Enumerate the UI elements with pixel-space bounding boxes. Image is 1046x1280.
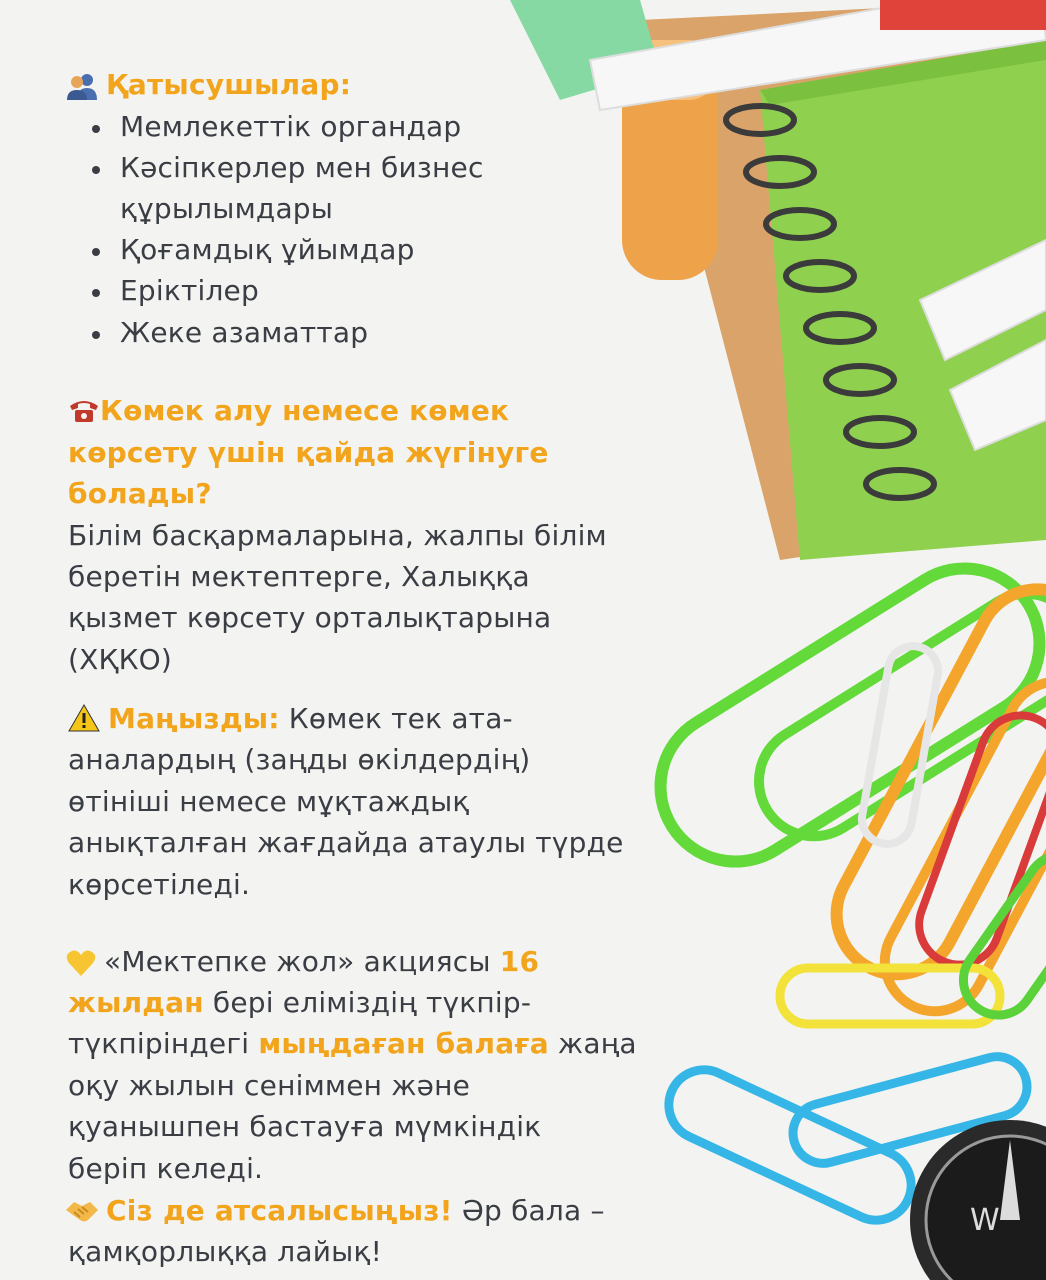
help-body-line: (ХҚКО) — [68, 643, 173, 676]
campaign-years-word: жылдан — [68, 986, 204, 1019]
cta-text: Әр бала – — [452, 1194, 605, 1227]
participant-item: Кәсіпкерлер мен бизнес — [120, 151, 484, 184]
participants-heading: Қатысушылар: — [106, 68, 352, 101]
campaign-years-number: 16 — [499, 945, 540, 978]
campaign-children-highlight: мыңдаған балаға — [258, 1027, 549, 1060]
bullet — [92, 166, 100, 174]
campaign-text: түкпіріндегі — [68, 1027, 259, 1060]
campaign-line: қуанышпен бастауға мүмкіндік — [68, 1110, 542, 1143]
handshake-icon — [64, 1198, 100, 1224]
svg-text:W: W — [970, 1203, 1000, 1238]
help-heading-line: Көмек алу немесе көмек — [100, 394, 510, 427]
participant-item-continued: құрылымдары — [120, 192, 334, 225]
cta-line-2: қамқорлыққа лайық! — [68, 1235, 382, 1268]
bullet — [92, 248, 100, 256]
bullet — [92, 331, 100, 339]
important-label: Маңызды: — [108, 702, 280, 735]
important-first-line — [108, 702, 513, 736]
people-icon — [66, 72, 100, 102]
important-line: аналардың (заңды өкілдердің) — [68, 743, 531, 776]
cta-line-1 — [106, 1194, 605, 1228]
campaign-line: беріп келеді. — [68, 1152, 264, 1185]
important-line: анықталған жағдайда атаулы түрде — [68, 826, 624, 859]
compass — [910, 1120, 1046, 1280]
cta-label: Сіз де атсалысыңыз! — [106, 1194, 453, 1227]
bullet — [92, 125, 100, 133]
participant-item: Еріктілер — [120, 274, 259, 307]
campaign-line: оқу жылын сеніммен және — [68, 1069, 471, 1102]
campaign-text: «Мектепке жол» акциясы — [104, 945, 500, 978]
help-body-line: Білім басқармаларына, жалпы білім — [68, 519, 607, 552]
important-text: Көмек тек ата- — [279, 702, 513, 735]
participant-item: Мемлекеттік органдар — [120, 110, 462, 143]
campaign-line-1 — [104, 945, 539, 979]
participant-item: Қоғамдық ұйымдар — [120, 233, 415, 266]
important-line: көрсетіледі. — [68, 868, 251, 901]
campaign-line-3 — [68, 1027, 637, 1061]
campaign-text: жаңа — [548, 1027, 637, 1060]
important-line: өтініші немесе мұқтаждық — [68, 785, 470, 818]
help-body-line: қызмет көрсету орталықтарына — [68, 601, 552, 634]
warning-icon — [68, 704, 100, 732]
bullet — [92, 289, 100, 297]
help-heading-line: болады? — [68, 477, 212, 510]
help-body-line: беретін мектептерге, Халыққа — [68, 560, 530, 593]
campaign-text: бері еліміздің түкпір- — [203, 986, 532, 1019]
participant-item: Жеке азаматтар — [120, 316, 369, 349]
yellow-heart-icon — [66, 949, 96, 977]
telephone-icon — [68, 398, 100, 424]
help-heading-line: көрсету үшін қайда жүгінуге — [68, 436, 549, 469]
campaign-line-2 — [68, 986, 531, 1020]
